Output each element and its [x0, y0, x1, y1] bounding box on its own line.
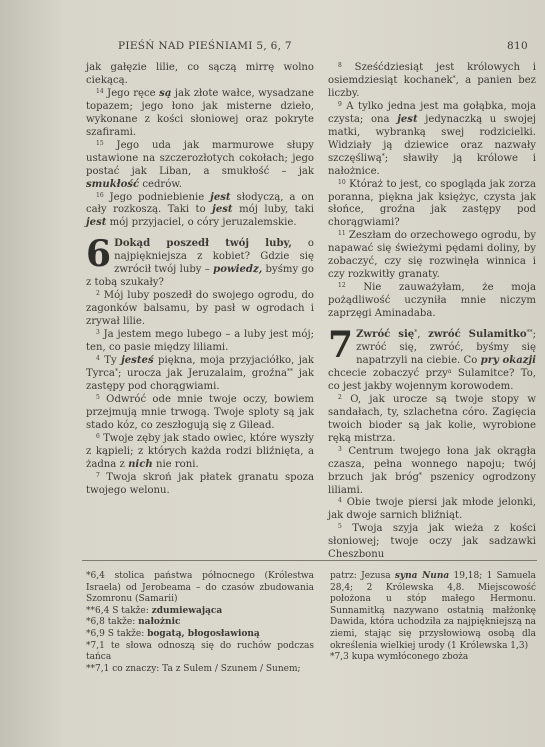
- verse-5-15: $^{15}$ Jego uda jak marmurowe słupy ustawione na szczerozłotych cokołach; jego postać jak Liban, a smukłość – jak smukłość cedrów.: [86, 139, 314, 190]
- footnote: **7,1 co znaczy: Ta z Sulem / Szunem / Sunem;: [86, 663, 301, 674]
- verse-5-16: $^{16}$ Jego podniebienie jest słodyczą, a on cały rozkoszą. Taki to jest mój luby, taki jest mój przyjaciel, o córy jeruzalemskie.: [86, 191, 314, 229]
- verse-6-12: $^{12}$ Nie zauważyłam, że moja pożądliwość uczyniła mnie niczym zaprzęgi Aminadaba.: [328, 282, 536, 320]
- footnote: *7,1 te słowa odnoszą się do ruchów podczas tańca: [86, 640, 314, 663]
- verse-7-5: $^5$ Twoja szyja jak wieża z kości słoniowej; twoje oczy jak sadzawki Cheszbonu: [328, 523, 536, 561]
- footnote-divider: [82, 560, 537, 561]
- footnotes-right-column: [330, 571, 536, 664]
- running-header: [0, 40, 545, 56]
- verse-5-13-end: jak gałęzie lilie, co sączą mirrę wolno ciekącą.: [86, 62, 314, 86]
- book-chapter-title: PIEŚŃ NAD PIEŚNIAMI 5, 6, 7: [118, 40, 292, 52]
- left-text-column: [86, 62, 314, 497]
- verse-7-3: $^3$ Centrum twojego łona jak okrągła czasza, pełna wonnego napoju; twój brzuch jak bróg* pszenicy ogrodzony liliami.: [328, 445, 537, 496]
- footnote: *6,9 S takže: bogatą, błogosławioną: [86, 628, 260, 639]
- footnotes-left-column: [86, 571, 314, 675]
- verse-6-7: $^7$ Twoja skroń jak płatek granatu spoza twojego welonu.: [86, 471, 315, 496]
- verse-6-5: $^5$ Odwróć ode mnie twoje oczy, bowiem przejmują mnie trwogą. Twoje sploty są jak stado kóz, co zeszłogują się z Gilead.: [86, 393, 314, 431]
- verse-7-4: $^4$ Obie twoje piersi jak młode jelonki, jak dwoje sarnich bliźniąt.: [328, 497, 536, 522]
- footnote: *7,3 kupa wymłóconego zboża: [330, 652, 469, 663]
- chapter-6-number: 6: [86, 233, 112, 276]
- verse-6-8: $^8$ Sześćdziesiąt jest królowych i osiemdziesiąt kochanek*, a panien bez liczby.: [328, 62, 536, 99]
- chapter-6-opening: 6 Dokąd poszedł twój luby, o najpiękniejsza z kobiet? Gdzie się zwrócił twój luby – powiedz, byśmy go z tobą szukały?: [86, 233, 314, 289]
- chapter-7-number: 7: [328, 324, 354, 367]
- verse-6-4: $^4$ Ty jesteś piękna, moja przyjaciółko, jak Tyrca*; urocza jak Jeruzalaim, groźna** jak zastępy pod chorągwiami.: [86, 354, 314, 392]
- verse-6-11: $^{11}$ Zeszłam do orzechowego ogrodu, by napawać się świeżymi pędami doliny, by zobaczyć, czy się rozwinęła winnica i czy rozkwitły granaty.: [328, 230, 536, 281]
- page-number: 810: [507, 40, 528, 52]
- verse-6-6: $^6$ Twoje zęby jak stado owiec, które wyszły z kąpieli; z których każda rodzi bliźnięta, a żadna z nich nie roni.: [86, 432, 314, 470]
- verse-6-3: $^3$ Ja jestem mego lubego – a luby jest mój; ten, co pasie między liliami.: [86, 329, 314, 354]
- verse-5-14: $^{14}$ Jego ręce są jak złote wałce, wysadzane topazem; jego łono jak misterne dzieło, wykonane z kości słoniowej oraz pokryte szafirami.: [86, 87, 314, 138]
- footnote: patrz: Jezusa syna Nuna 19,18; 1 Samuela 28,4; 2 Królewska 4,8. Miejscowość położona u stóp małego Hermonu. Sunnamitką nazywano ostatnią małżonkę Dawida, która uchodziła za najpiękniejszą na ziemi, stając się przysłowiową osobą dla określenia wielkiej urody (1 Królewska 1,3): [330, 571, 537, 651]
- footnote: **6,4 S takže: zdumiewająca: [86, 605, 223, 616]
- verse-6-9: $^9$ A tylko jedna jest ma gołąbka, moja czysta; ona jest jedynaczką u swojej matki, wybranką swej rodzicielki. Widziały ją dziewice oraz nazwały szczęśliwą*; sławiły ją królowe i nałożnice.: [328, 100, 537, 177]
- verse-6-10: $^{10}$ Któraż to jest, co spogląda jak zorza poranna, piękna jak księżyc, czysta jak słońce, groźna jak zastępy pod chorągwiami?: [328, 178, 536, 229]
- footnote: *6,8 takže: nałożnic: [86, 617, 181, 628]
- verse-7-2: $^2$ O, jak urocze są twoje stopy w sandałach, ty, szlachetna córo. Zagięcia twoich bioder są jak kolie, wyrobione ręką mistrza.: [328, 393, 536, 444]
- verse-6-2: $^2$ Mój luby poszedł do swojego ogrodu, do zagonków balsamu, by pasł w ogrodach i zrywał lilie.: [86, 290, 314, 328]
- chapter-7-opening: 7 Zwróć się*, zwróć Sulamitko**; zwróć się, zwróć, byśmy się napatrzyli na ciebie. Co pry okazji chcecie zobaczyć przy$^a$ Sulamitce? To, co jest jakby wojennym korowodem.: [328, 324, 536, 392]
- right-text-column: [328, 62, 536, 562]
- footnote: *6,4 stolica państwa północnego (Królestwa Israela) od Jerobeama – do czasów zbudowania Szomronu (Samarii): [86, 571, 314, 605]
